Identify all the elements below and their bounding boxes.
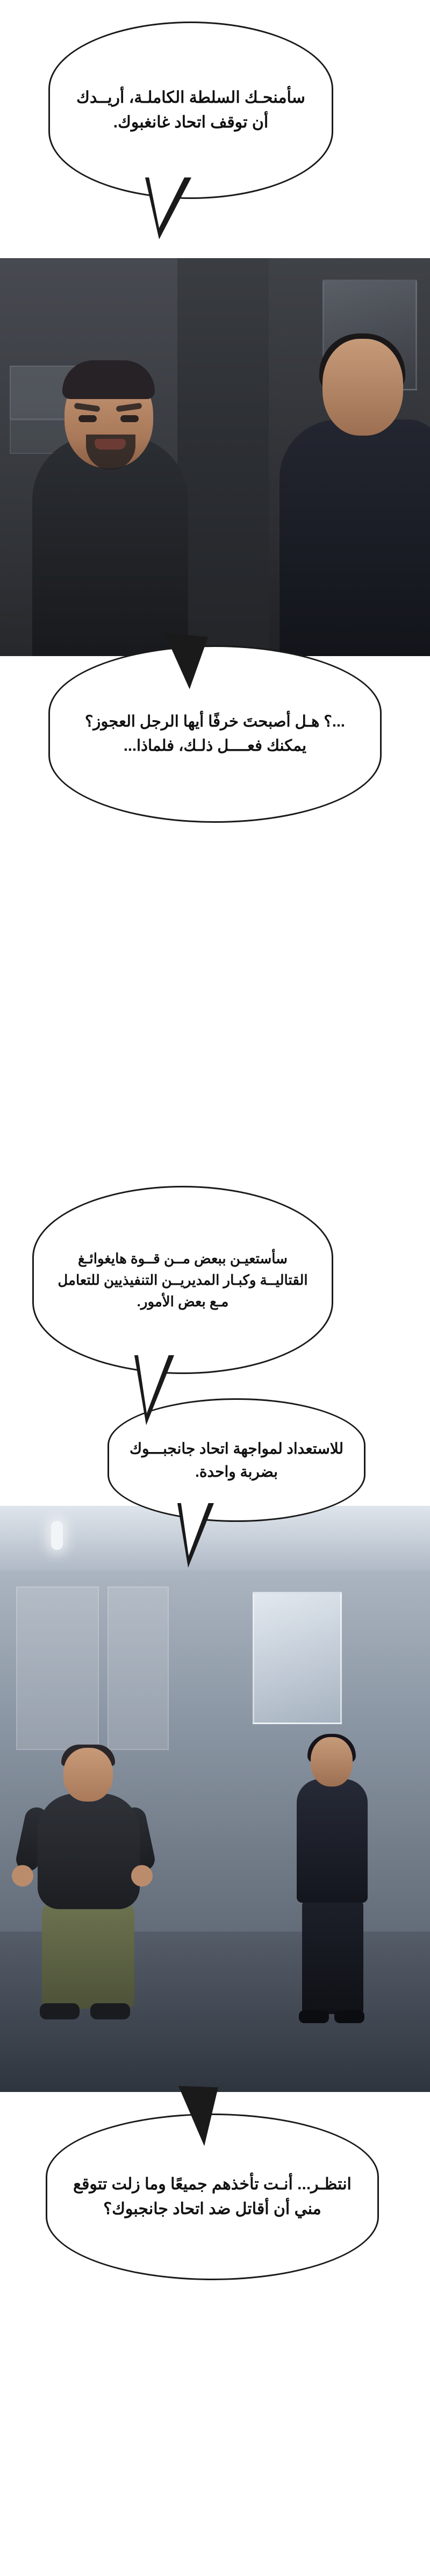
panel2-fat-man-hand-right xyxy=(131,1865,153,1887)
panel2-fat-man-hand-left xyxy=(12,1865,33,1887)
panel2-suited-man-head xyxy=(311,1737,353,1787)
panel1-burly-man-mouth xyxy=(95,439,126,450)
panel2-suited-man-legs xyxy=(302,1898,363,2014)
speech-bubble-3-tail-inner xyxy=(138,1352,170,1413)
panel2-fat-man-torso xyxy=(38,1794,140,1909)
panel-gutter-upper xyxy=(0,834,430,1178)
speech-bubble-5-tail xyxy=(176,2086,218,2147)
comic-panel-1 xyxy=(0,258,430,656)
panel2-wall-panel-a xyxy=(16,1586,99,1750)
panel1-burly-man-hair xyxy=(62,360,155,399)
comic-panel-2 xyxy=(0,1506,430,2092)
panel2-suited-man-torso xyxy=(297,1779,368,1903)
speech-bubble-3 xyxy=(32,1186,333,1374)
speech-bubble-2-tail xyxy=(159,632,208,691)
speech-bubble-1-tail-inner xyxy=(148,174,186,228)
panel1-burly-man-eye-left xyxy=(78,415,97,422)
panel2-fat-man-head xyxy=(63,1748,113,1802)
panel2-suited-man-shoe-left xyxy=(299,2010,329,2023)
panel2-ceiling-light xyxy=(51,1521,63,1550)
panel2-fat-man-shoe-left xyxy=(40,2003,80,2019)
panel-gutter-lower xyxy=(0,2286,430,2576)
panel1-suited-man-body xyxy=(280,419,430,656)
speech-bubble-4-text: للاستعداد لمواجهة اتحاد جانجبـــوك بضربة واحدة. xyxy=(129,1440,344,1480)
speech-bubble-2-text: ...؟ هـل أصبحتَ خرفًا أيها الرجل العجوز؟ يمكنك فعــــل ذلـك، فلماذا... xyxy=(84,713,345,755)
panel2-mirror xyxy=(253,1592,342,1724)
speech-bubble-4-tail-inner xyxy=(181,1500,210,1556)
panel2-fat-man-shoe-right xyxy=(90,2003,130,2019)
panel1-burly-man-eye-right xyxy=(120,415,139,422)
speech-bubble-3-text: سأستعيـن ببعض مــن قــوة هايغوائـغ القتاليــة وكبـار المديريــن التنفيذيين للتعامل مـع بعض الأمور. xyxy=(58,1250,308,1310)
speech-bubble-1 xyxy=(48,22,333,199)
speech-bubble-5-text: انتظـر... أنـت تأخذهم جميعًا وما زلت تتوقع مني أن أقاتل ضد اتحاد جانجبوك؟ xyxy=(73,2175,352,2218)
panel2-fat-man-legs xyxy=(42,1901,134,2009)
speech-bubble-2 xyxy=(48,645,382,823)
panel2-suited-man-shoe-right xyxy=(334,2010,364,2023)
speech-bubble-1-text: سأمنحـك السلطة الكاملـة، أريــدك أن توقف اتحاد غانغبوك. xyxy=(76,88,305,131)
panel1-suited-man-head xyxy=(322,339,403,436)
panel2-wall-panel-b xyxy=(108,1586,169,1750)
